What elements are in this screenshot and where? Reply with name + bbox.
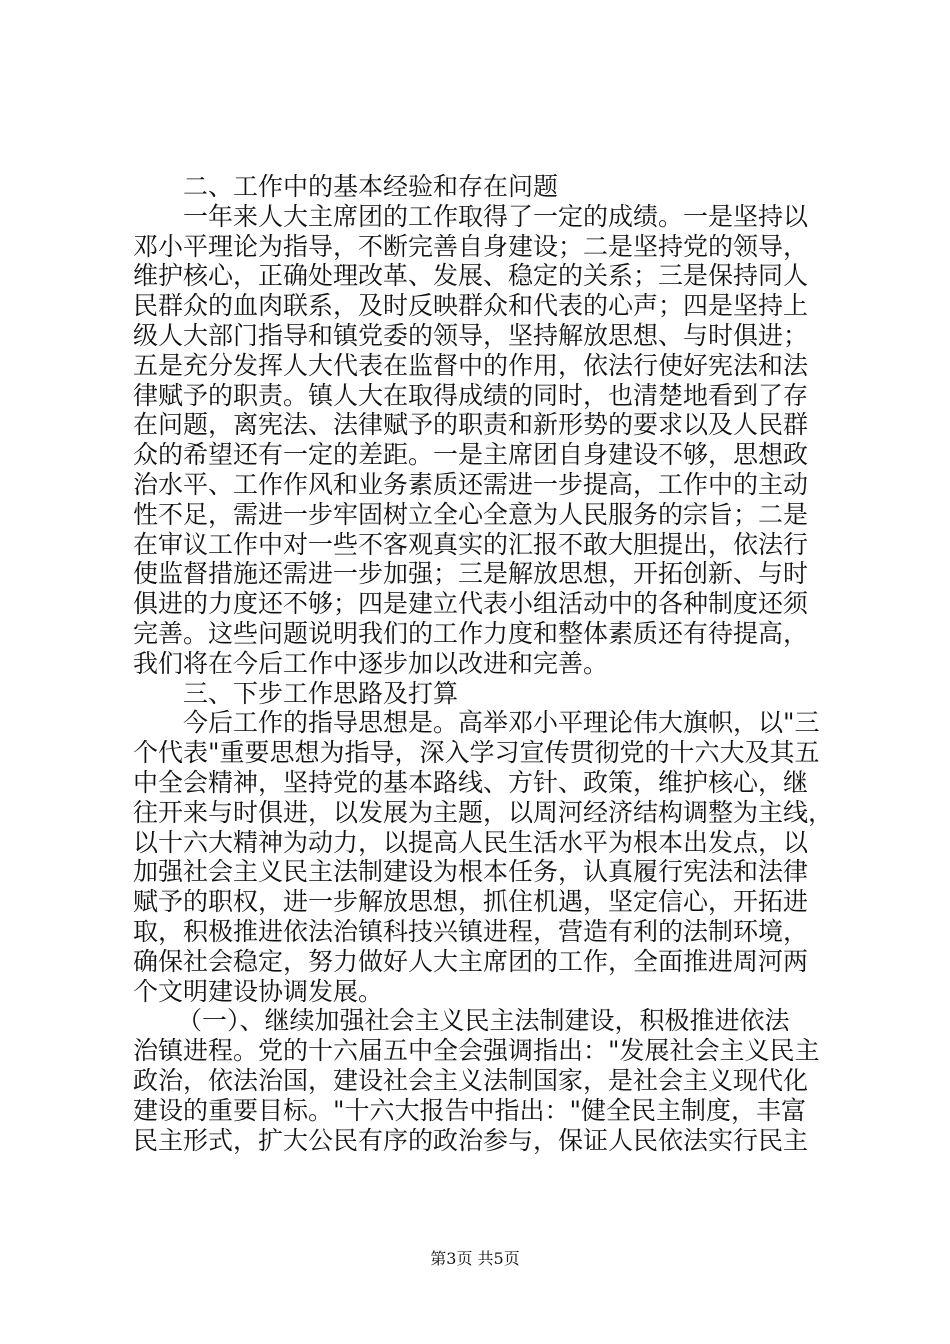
paragraph-line: 俱进的力度还不够；四是建立代表小组活动中的各种制度还须: [133, 589, 809, 619]
paragraph-line: 在问题，离宪法、法律赋予的职责和新形势的要求以及人民群: [133, 410, 809, 440]
paragraph-line: 众的希望还有一定的差距。一是主席团自身建设不够，思想政: [133, 440, 809, 470]
paragraph-line: 五是充分发挥人大代表在监督中的作用，依法行使好宪法和法: [133, 350, 809, 380]
paragraph-line: 确保社会稳定，努力做好人大主席团的工作，全面推进周河两: [133, 946, 809, 976]
subsection-heading-1: （一）、继续加强社会主义民主法制建设，积极推进依法: [177, 1006, 790, 1036]
section-heading-2: 二、工作中的基本经验和存在问题: [183, 172, 559, 201]
paragraph-line: 建设的重要目标。"十六大报告中指出："健全民主制度，丰富: [133, 1095, 807, 1125]
paragraph-line: 完善。这些问题说明我们的工作力度和整体素质还有待提高，: [133, 618, 809, 648]
paragraph-line: 一年来人大主席团的工作取得了一定的成绩。一是坚持以: [183, 201, 809, 231]
paragraph-line: 治镇进程。党的十六届五中全会强调指出："发展社会主义民主: [133, 1036, 820, 1066]
paragraph-line: 中全会精神，坚持党的基本路线、方针、政策，维护核心，继: [133, 767, 809, 797]
paragraph-line: 级人大部门指导和镇党委的领导，坚持解放思想、与时俱进；: [133, 320, 809, 350]
paragraph-line: 加强社会主义民主法制建设为根本任务，认真履行宪法和法律: [133, 857, 809, 887]
paragraph-line: 民群众的血肉联系，及时反映群众和代表的心声；四是坚持上: [133, 291, 809, 321]
paragraph-line: 使监督措施还需进一步加强；三是解放思想，开拓创新、与时: [133, 559, 809, 589]
paragraph-line: 赋予的职权，进一步解放思想，抓住机遇，坚定信心，开拓进: [133, 887, 809, 917]
paragraph-line: 政治，依法治国，建设社会主义法制国家，是社会主义现代化: [133, 1065, 809, 1095]
paragraph-line: 民主形式，扩大公民有序的政治参与，保证人民依法实行民主: [133, 1125, 809, 1155]
paragraph-line: 个文明建设协调发展。: [133, 976, 384, 1006]
document-body: [133, 172, 833, 1155]
paragraph-line: 个代表"重要思想为指导，深入学习宣传贯彻党的十六大及其五: [133, 738, 820, 768]
paragraph-line: 取，积极推进依法治镇科技兴镇进程，营造有利的法制环境，: [133, 916, 809, 946]
paragraph-line: 在审议工作中对一些不客观真实的汇报不敢大胆提出，依法行: [133, 529, 809, 559]
paragraph-line: 维护核心，正确处理改革、发展、稳定的关系；三是保持同人: [133, 261, 809, 291]
section-heading-3: 三、下步工作思路及打算: [183, 678, 459, 708]
paragraph-line: 性不足，需进一步牢固树立全心全意为人民服务的宗旨；二是: [133, 499, 809, 529]
paragraph-line: 律赋予的职责。镇人大在取得成绩的同时，也清楚地看到了存: [133, 380, 809, 410]
paragraph-line: 邓小平理论为指导，不断完善自身建设；二是坚持党的领导，: [133, 231, 809, 261]
paragraph-line: 今后工作的指导思想是。高举邓小平理论伟大旗帜，以"三: [183, 708, 820, 738]
paragraph-line: 治水平、工作作风和业务素质还需进一步提高，工作中的主动: [133, 469, 809, 499]
page-number-footer: 第3页 共5页: [430, 1249, 520, 1268]
paragraph-line: 以十六大精神为动力，以提高人民生活水平为根本出发点，以: [133, 827, 809, 857]
paragraph-line: 往开来与时俱进，以发展为主题，以周河经济结构调整为主线，: [133, 797, 833, 827]
paragraph-line: 我们将在今后工作中逐步加以改进和完善。: [133, 648, 609, 678]
